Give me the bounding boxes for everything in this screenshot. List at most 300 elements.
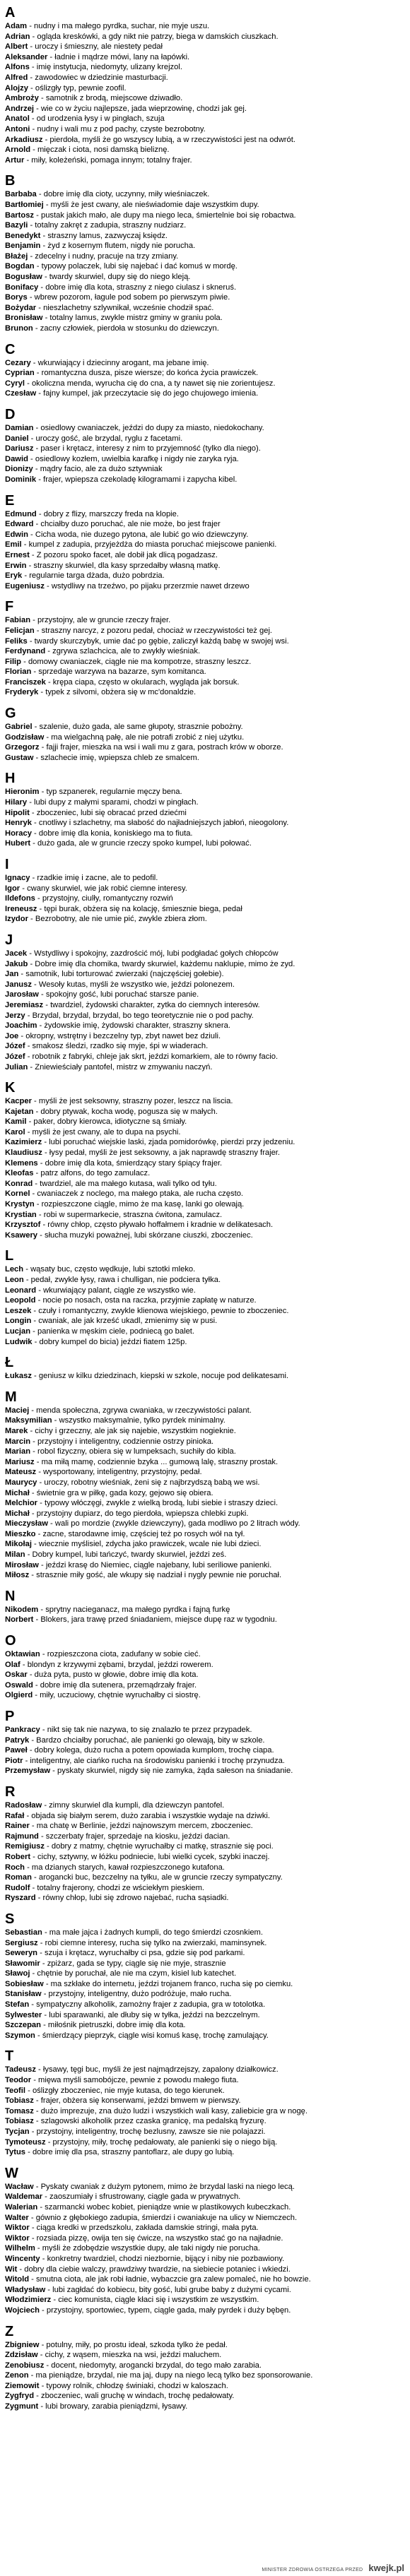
- name-entry-list: [5, 1725, 404, 1776]
- name-entry: [5, 1690, 404, 1701]
- entry-description: - mięczak i ciota, nosi damską bieliznę.: [30, 146, 170, 155]
- name-entry: [5, 155, 404, 166]
- name-entry: [5, 1539, 404, 1550]
- name-entry: [5, 2223, 404, 2233]
- entry-description: - ogląda kreskówki, a gdy nikt nie patrzy, biega w damskich ciuszkach.: [30, 32, 279, 41]
- entry-description: - wiecznie myślisiel, zdycha jako prawiczek, wcale nie lubi dzieci.: [31, 1540, 262, 1549]
- name-entry: [5, 1286, 404, 1296]
- entry-name: Melchior: [5, 1499, 38, 1508]
- entry-description: - równy chłop, często pływało hoffałmem i kradnie w delikatesach.: [40, 1221, 274, 1230]
- entry-description: - okropny, wstrętny i bezczelny typ, zbyt nawet bez dziuli.: [18, 1031, 221, 1040]
- name-entry: [5, 1928, 404, 1938]
- name-entry: [5, 2182, 404, 2192]
- name-entry: [5, 2233, 404, 2244]
- entry-description: - twardy skurczybyk, umie dać po gębie, zaliczył każdą babę w swojej wsi.: [27, 636, 289, 646]
- name-entry: [5, 1371, 404, 1382]
- entry-name: Oskar: [5, 1670, 28, 1680]
- entry-name: Kacper: [5, 1097, 32, 1106]
- entry-description: - nudny i ma małego pyrdka, suchar, nie myje uszu.: [27, 22, 210, 30]
- entry-description: - zboczeniec, wali gruchę w windach, trochę pedałowaty.: [34, 2392, 235, 2401]
- name-entry: [5, 73, 404, 83]
- entry-name: Gustaw: [5, 753, 34, 762]
- entry-description: - Wstydliwy i spokojny, zazdrościć mój, lubi podgładać gołych chłopców: [27, 949, 279, 958]
- entry-name: Bogdan: [5, 262, 35, 271]
- name-entry: [5, 550, 404, 561]
- name-entry: [5, 2116, 404, 2127]
- name-entry: [5, 969, 404, 980]
- entry-description: - wbrew pozorom, łagule pod sobem po pierwszym piwie.: [27, 293, 230, 302]
- name-entry: [5, 2096, 404, 2106]
- entry-description: - uroczy i śmieszny, ale niestety pedał: [28, 42, 163, 52]
- name-entry: [5, 1021, 404, 1031]
- name-entry-list: [5, 21, 404, 165]
- entry-name: Sławomir: [5, 1959, 40, 1968]
- entry-description: - straszny narcyz, z pozoru pedał, chociaż w rzeczywistości też gej.: [34, 626, 273, 635]
- entry-name: Teodor: [5, 2076, 32, 2085]
- entry-description: - sprzedaje warzywa na bazarze, sym komitanca.: [31, 667, 206, 677]
- entry-description: - nieszlachetny szlywnikał, wcześnie chodził spać.: [36, 303, 214, 312]
- entry-description: - potulny, miły, po prostu ideał, szkoda tylko że pedał.: [39, 2340, 228, 2349]
- name-entry: [5, 2213, 404, 2224]
- name-entry: [5, 1680, 404, 1691]
- section-letter-heading: I: [5, 857, 9, 872]
- entry-description: - ma miłą mamę, codziennie bzyka ... gumową lalę, straszny prostak.: [34, 1457, 279, 1466]
- entry-description: - docent, niedomyty, arogancki brzydal, do tego mało zarabia.: [44, 2361, 262, 2370]
- footer-note: MINISTER ZDROWIA OSTRZEGA PRZED: [262, 2568, 363, 2572]
- entry-description: - totalny frajerony, chodzi ze wściekłym pieskiem.: [30, 1883, 205, 1892]
- name-entry: [5, 1295, 404, 1306]
- name-entry: [5, 1821, 404, 1832]
- name-entry: [5, 980, 404, 990]
- entry-description: - nocie po nosach, osta na raczka, przyjmie zapłatę w naturze.: [35, 1296, 257, 1305]
- entry-name: Janusz: [5, 980, 32, 989]
- entry-name: Ludwik: [5, 1337, 33, 1346]
- name-entry: [5, 1550, 404, 1560]
- entry-name: Hubert: [5, 839, 31, 848]
- entry-description: - dobre imię dla psa, straszny pantoflarz, ale dupy go lubią.: [25, 2148, 235, 2157]
- entry-name: Eugeniusz: [5, 581, 45, 590]
- entry-description: - domowy cwaniaczek, ciągle nie ma kompotrze, straszny leszcz.: [21, 657, 252, 666]
- entry-name: Szymon: [5, 2031, 35, 2040]
- entry-description: - ładnie i mądrze mówi, lany na łapówki.: [47, 52, 190, 61]
- name-entry: [5, 646, 404, 657]
- name-entry: [5, 1264, 404, 1275]
- entry-description: - miłośnik pietruszki, dobre imię dla kota.: [40, 2021, 186, 2030]
- entry-description: - nudny i wali mu z pod pachy, czyste bezrobotny.: [30, 124, 206, 133]
- entry-description: - robol fizyczny, obiera się w lumpeksach, suchiły do kibla.: [30, 1447, 236, 1456]
- name-entry: [5, 2274, 404, 2285]
- name-entry: [5, 261, 404, 272]
- name-entry: [5, 1107, 404, 1117]
- name-entry-list: [5, 2065, 404, 2157]
- entry-description: - od urodzenia łysy i w pingłach, szuja: [29, 114, 165, 124]
- name-entry: [5, 251, 404, 262]
- name-entry: [5, 1509, 404, 1519]
- entry-description: - rozpieszczone ciągle, mimo że ma kasę, lanki go olewają.: [34, 1200, 245, 1209]
- section-letter-heading: E: [5, 492, 15, 509]
- entry-name: Konrad: [5, 1179, 33, 1188]
- section-letter-heading: R: [5, 1783, 16, 1800]
- name-entry: [5, 324, 404, 334]
- entry-description: - świetnie gra w piłkę, gada kozy, gejowo się obiera.: [29, 1488, 213, 1497]
- name-entry: [5, 1756, 404, 1767]
- entry-description: - zboczeniec, lubi się obracać przed dziećmi: [29, 808, 187, 817]
- name-entry: [5, 2295, 404, 2305]
- name-entry: [5, 2381, 404, 2392]
- entry-name: Olaf: [5, 1660, 20, 1669]
- name-entry: [5, 2370, 404, 2381]
- section-letter-heading: Z: [5, 2323, 14, 2339]
- entry-description: - dobre imię dla kota, śmierdzący stary śpiący frajer.: [37, 1158, 223, 1168]
- entry-name: Brunon: [5, 324, 33, 333]
- name-entry: [5, 818, 404, 829]
- name-entry: [5, 2020, 404, 2031]
- name-entry-list: [5, 358, 404, 399]
- entry-description: - imię instytucja, niedomyty, ulizany krejzol.: [29, 63, 182, 72]
- entry-description: - Dobry kumpel, lubi tańczyć, twardy skurwiel, jeździ ześ.: [25, 1550, 227, 1560]
- name-entry: [5, 1168, 404, 1179]
- name-entry: [5, 1179, 404, 1189]
- entry-description: - robi ciemne interesy, rucha się tylko na zwierzaki, maminsynek.: [37, 1938, 267, 1947]
- entry-name: Alfons: [5, 63, 30, 72]
- entry-name: Błażej: [5, 251, 28, 261]
- entry-name: Mariusz: [5, 1457, 35, 1466]
- entry-description: - smutna ciota, ale jak robi ładnie, wybaczcie gra zalew pomaleć, nie ho bowzie.: [29, 2275, 311, 2284]
- entry-name: Roman: [5, 1873, 32, 1882]
- entry-description: - zaoszumiały i sfrustrowany, ciągle gada w prywatnych.: [42, 2192, 241, 2202]
- entry-name: Franciszek: [5, 677, 46, 687]
- entry-description: - szlachecie imię, wpiepsza chleb ze smalcem.: [33, 753, 199, 762]
- name-entry: [5, 1189, 404, 1199]
- entry-name: Rainer: [5, 1822, 30, 1831]
- entry-name: Mikołaj: [5, 1540, 32, 1549]
- entry-name: Michał: [5, 1488, 30, 1497]
- name-entry: [5, 1498, 404, 1509]
- name-entry: [5, 873, 404, 884]
- name-entry: [5, 838, 404, 849]
- entry-description: - wie co w życiu najlepsze, jada wieprzowinę, chodzi jak gej.: [34, 104, 247, 113]
- entry-description: - śmierdzący pieprzyk, ciągle wisi komuś kasę, trochę zamulający.: [35, 2031, 269, 2040]
- entry-description: - miły, koleżeński, pomaga innym; totalny frajer.: [24, 155, 192, 165]
- name-entry: [5, 358, 404, 369]
- name-entry: [5, 2075, 404, 2086]
- name-entry: [5, 124, 404, 135]
- section-letter-heading: Ł: [5, 1355, 14, 1371]
- name-entry: [5, 1811, 404, 1822]
- entry-name: Leszek: [5, 1306, 32, 1315]
- name-entry: [5, 530, 404, 540]
- entry-name: Mirosław: [5, 1560, 39, 1569]
- entry-description: - Zniewieściały pantofel, mistrz w zmywaniu naczyń.: [28, 1062, 213, 1072]
- entry-description: - dobry kumpel do bicia) jeździ fiatem 125p.: [32, 1337, 187, 1346]
- name-entry: [5, 210, 404, 221]
- entry-name: Horacy: [5, 829, 32, 838]
- entry-description: - pustak jakich mało, ale dupy ma niego leca, śmiertelnie boi się robactwa.: [34, 210, 296, 220]
- entry-name: Ryszard: [5, 1894, 36, 1903]
- entry-name: Michał: [5, 1509, 30, 1518]
- name-entry: [5, 1052, 404, 1062]
- name-entry: [5, 220, 404, 231]
- entry-description: - zacne, starodawne imię, częściej też po rosych wół na tył.: [35, 1529, 245, 1538]
- entry-name: Cyprian: [5, 369, 35, 378]
- entry-name: Teofil: [5, 2086, 26, 2095]
- entry-description: - objada się białym serem, dużo zarabia i wszystkie wydaje na dziwki.: [24, 1811, 270, 1820]
- entry-description: - jeździ krasę do Niemiec, ciągle najebany, lubi seriliowe panienki.: [38, 1560, 272, 1569]
- entry-description: - paker, dobry kierowca, idiotyczne są śmiały.: [26, 1117, 187, 1127]
- name-entry: [5, 1158, 404, 1169]
- name-entry: [5, 959, 404, 970]
- name-entry: [5, 1011, 404, 1021]
- name-entry: [5, 1969, 404, 1979]
- entry-description: - zacny człowiek, pierdoła w stosunku do dziewczyn.: [33, 324, 219, 333]
- entry-description: - Pyskaty cwaniak z dużym pytonem, mimo że brzydal laski na niego lecą.: [33, 2182, 295, 2191]
- section-letter-heading: B: [5, 173, 16, 189]
- name-entry: [5, 1979, 404, 1990]
- name-entry: [5, 2106, 404, 2117]
- entry-name: Sergiusz: [5, 1938, 38, 1947]
- entry-description: - typ szpanerek, regularnie męczy bena.: [39, 788, 182, 797]
- name-entry: [5, 21, 404, 32]
- entry-name: Anatol: [5, 114, 30, 124]
- section-letter-heading: C: [5, 341, 16, 357]
- entry-name: Grzegorz: [5, 743, 40, 752]
- entry-name: Alfred: [5, 73, 28, 82]
- name-entry: [5, 1426, 404, 1437]
- name-entry: [5, 1041, 404, 1052]
- entry-description: - równy chłop, lubi się zdrowo najebać, rucha sąsiadki.: [35, 1894, 229, 1903]
- entry-description: - samotnik, lubi torturować zwierzaki (najczęściej gołebie).: [18, 970, 224, 979]
- name-entry: [5, 303, 404, 314]
- entry-description: - mądry facio, ale za dużo sztywniak: [33, 465, 163, 474]
- entry-description: - ma szkłake do internetu, jeździ trojanem franco, rucha się po ciemku.: [43, 1979, 293, 1988]
- entry-name: Lucjan: [5, 1326, 31, 1336]
- entry-name: Kornel: [5, 1189, 30, 1199]
- name-entry: [5, 1306, 404, 1317]
- name-entry: [5, 1275, 404, 1286]
- entry-description: - romantyczna dusza, pisze wiersze; do końca życia prawiczek.: [34, 369, 259, 378]
- name-entry: [5, 1989, 404, 2000]
- entry-name: Jerzy: [5, 1011, 25, 1020]
- name-entry: [5, 1832, 404, 1842]
- entry-description: - cwaniak, ale jak krześć ukadl, zmienimy się w pusi.: [31, 1317, 218, 1326]
- entry-name: Wacław: [5, 2182, 34, 2191]
- name-entry: [5, 808, 404, 819]
- section-letter-heading: T: [5, 2048, 14, 2065]
- name-entry-list: [5, 1264, 404, 1347]
- entry-description: - dobre imię dla sutenera, przemądrzały frajer.: [33, 1680, 197, 1690]
- entry-name: Kamil: [5, 1117, 27, 1127]
- name-entry: [5, 1000, 404, 1011]
- entry-description: - myśli że jest seksowny, straszny pozer, leszcz na liscia.: [31, 1097, 233, 1106]
- section-letter-heading: M: [5, 1389, 17, 1405]
- entry-name: Krystian: [5, 1210, 37, 1219]
- section-letter-heading: J: [5, 932, 13, 948]
- entry-description: - wkurwiający i dziecinny arogant, ma jebane imię.: [30, 358, 209, 367]
- entry-description: - łysy pedał, myśli że jest seksowny, a jak naprawdę straszny frajer.: [42, 1148, 281, 1158]
- name-entry: [5, 540, 404, 550]
- entry-name: Benedykt: [5, 231, 41, 240]
- entry-description: - okoliczna menda, wyrucha cię do cna, a ty nawet się nie zorientujesz.: [25, 379, 276, 388]
- entry-description: - Brzydal, brzydal, brzydal, bo tego teoretycznie nie o pod pachy.: [25, 1011, 254, 1020]
- entry-name: Waldemar: [5, 2192, 43, 2202]
- entry-description: - szuja i krętacz, wyruchałby ci psa, gdzie się pod parkami.: [37, 1949, 245, 1958]
- name-entry: [5, 581, 404, 592]
- entry-description: - panienka w męskim ciele, podniecą go balet.: [30, 1326, 195, 1336]
- entry-name: Bonifacy: [5, 283, 39, 292]
- entry-name: Gabriel: [5, 723, 33, 732]
- entry-name: Mieszko: [5, 1529, 36, 1538]
- name-entry: [5, 990, 404, 1000]
- name-entry: [5, 1488, 404, 1499]
- name-entry: [5, 894, 404, 904]
- entry-description: - regularnie targa dżada, dużo pobrdzia.: [22, 571, 165, 581]
- name-entry: [5, 2361, 404, 2371]
- entry-description: - osiedlowy cwaniaczek, jeździ do dupy za miasto, niedokochany.: [33, 424, 264, 432]
- name-entry: [5, 2147, 404, 2158]
- entry-description: - oślizgły zboczeniec, nie myje kutasa, do tego kierunek.: [25, 2086, 225, 2095]
- name-entry: [5, 797, 404, 808]
- entry-description: - dobry ptywak, kocha wodę, pogusza się w małych.: [33, 1107, 218, 1116]
- entry-name: Klaudiusz: [5, 1148, 42, 1158]
- name-entry-list: [5, 1928, 404, 2041]
- name-entry: [5, 1863, 404, 1873]
- entry-name: Benjamin: [5, 242, 41, 251]
- entry-description: - szlagowski alkoholik przez czaska granicę, ma pedalską fryzurę.: [33, 2117, 266, 2126]
- entry-name: Felicjan: [5, 626, 35, 635]
- entry-description: - pyskaty skurwiel, nigdy się nie zamyka, żąda sałeson na śniadanie.: [50, 1767, 293, 1776]
- name-entry: [5, 464, 404, 475]
- name-entry: [5, 1649, 404, 1660]
- name-entry: [5, 1735, 404, 1746]
- entry-description: - smakosz śledzi, rzadko się myje, śpi w wiaderach.: [25, 1042, 209, 1051]
- entry-description: - chciałby duzo poruchać, ale nie może, bo jest frajer: [33, 520, 221, 529]
- name-entry: [5, 1220, 404, 1230]
- entry-description: - samotnik z brodą, miejscowe dziwadło.: [38, 94, 183, 103]
- entry-description: - gównio z głębokiego zadupia, śmierdzi i cwaniakuje na ulicy w Niemczech.: [28, 2213, 298, 2222]
- name-entry: [5, 1938, 404, 1949]
- entry-name: Wiktor: [5, 2224, 30, 2233]
- entry-name: Zdzisław: [5, 2351, 38, 2360]
- entry-name: Edmund: [5, 509, 37, 518]
- entry-name: Kazimierz: [5, 1138, 42, 1147]
- entry-description: - lubi poruchać wiejskie laski, zjada pomidorówkę, pierdzi przy jedzeniu.: [42, 1138, 295, 1147]
- entry-name: Daniel: [5, 434, 29, 443]
- entry-name: Lech: [5, 1265, 24, 1274]
- name-entry: [5, 626, 404, 636]
- entry-description: - Dobre imię dla chomika, twardy skurwiel, każdemu naklupie, mimo że zyd.: [28, 959, 295, 968]
- name-entry: [5, 2265, 404, 2275]
- entry-description: - fajny kumpel, jak przeczytacie się do jego chujowego imienia.: [36, 389, 259, 398]
- entry-name: Klemens: [5, 1158, 38, 1168]
- name-entry: [5, 787, 404, 797]
- name-entry: [5, 2391, 404, 2402]
- entry-name: Bazyli: [5, 221, 28, 230]
- entry-description: - straszny skurwiel, dla kasy sprzedałby własną matkę.: [26, 561, 221, 570]
- name-entry: [5, 884, 404, 894]
- entry-name: Joe: [5, 1031, 19, 1040]
- name-entry-list: [5, 873, 404, 925]
- entry-description: - blondyn z krzywymi zębami, brzydal, jeździ rowerem.: [20, 1660, 213, 1669]
- entry-description: - Cicha woda, nie duzego pytona, ale lubić go wio dziewczyny.: [28, 530, 249, 539]
- entry-name: Józef: [5, 1052, 25, 1061]
- name-entry-list: [5, 509, 404, 592]
- entry-name: Rafał: [5, 1811, 25, 1820]
- name-entry: [5, 1062, 404, 1073]
- entry-name: Seweryn: [5, 1949, 38, 1958]
- name-entry: [5, 509, 404, 520]
- name-entry: [5, 914, 404, 925]
- name-entry-list: [5, 615, 404, 698]
- entry-description: - przystojny i inteligentny, codziennie ostrzy pinioka.: [30, 1437, 214, 1446]
- entry-description: - myśli że jest cwany, ale to dupa na psychi.: [25, 1127, 181, 1136]
- entry-name: Longin: [5, 1317, 32, 1326]
- name-entry: [5, 722, 404, 732]
- entry-name: Ziemowit: [5, 2381, 40, 2390]
- section-letter-heading: W: [5, 2165, 18, 2181]
- name-entry: [5, 1529, 404, 1540]
- entry-name: Pankracy: [5, 1726, 40, 1734]
- entry-description: - typowy polaczek, lubi się najebać i dać komuś w mordę.: [34, 262, 238, 271]
- entry-name: Damian: [5, 424, 34, 432]
- entry-name: Dionizy: [5, 465, 33, 474]
- entry-name: Milan: [5, 1550, 25, 1560]
- entry-name: Tymoteusz: [5, 2137, 46, 2147]
- section-letter-heading: K: [5, 1080, 16, 1096]
- entry-description: - dużo gada, ale w gruncie rzeczy spoko kumpel, lubi połować.: [30, 839, 252, 848]
- entry-name: Jacek: [5, 949, 28, 958]
- entry-description: - żyd z kosernym flutem, nigdy nie porucha.: [40, 242, 196, 251]
- entry-description: - totalny zakręt z zadupia, straszny nudziarz.: [28, 221, 187, 230]
- name-entry: [5, 2243, 404, 2254]
- name-entry: [5, 829, 404, 839]
- entry-description: - mięwa myśli samobójcze, pewnie z powodu małego fiuta.: [31, 2076, 239, 2085]
- entry-name: Andrzej: [5, 104, 35, 113]
- entry-description: - arogancki buc, bezczelny na tyłku, ale w gruncie rzeczy sympatyczny.: [31, 1873, 283, 1882]
- entry-description: - ciąga kredki w przedszkolu, zakłada damskie stringi, mała pyta.: [29, 2224, 259, 2233]
- entry-description: - cwany skurwiel, wie jak robić ciemne interesy.: [20, 884, 187, 893]
- name-entry: [5, 2285, 404, 2296]
- entry-description: - sympatyczny alkoholik, zamożny frajer z zadupia, gra w totolotka.: [29, 2000, 266, 2010]
- name-entry-list: [5, 787, 404, 849]
- entry-description: - dobry kolega, dużo rucha a potem opowiada kumplom, trochę ciapa.: [27, 1746, 274, 1755]
- entry-name: Ireneusz: [5, 904, 37, 913]
- entry-name: Olgierd: [5, 1691, 33, 1700]
- name-entry-list: [5, 1649, 404, 1701]
- entry-description: - łysawy, tęgi buc, myśli że jest najmądrzejszy, zapalony działkowicz.: [35, 2065, 279, 2075]
- entry-description: - przystojny, sportowiec, typem, ciągle gada, mały pyrdek i duży bębęn.: [39, 2305, 291, 2315]
- entry-description: - robotnik z fabryki, chleje jak skrt, jeździ komarkiem, ale to równy facio.: [25, 1052, 279, 1061]
- name-entry: [5, 636, 404, 647]
- entry-description: - zpiżarz, gada se typy, ciągle się nie myje, strasznie: [40, 1959, 226, 1968]
- entry-name: Mateusz: [5, 1468, 37, 1477]
- entry-description: - totalny lamus, zwykle mistrz gminy w graniu pola.: [42, 314, 223, 323]
- entry-name: Radosław: [5, 1800, 42, 1810]
- entry-description: - przystojny dupiarz, do tego pierdoła, wpiepsza chlebki zupki.: [29, 1509, 249, 1518]
- entry-name: Sławoj: [5, 1969, 30, 1978]
- section-letter-heading: A: [5, 5, 16, 20]
- name-entry: [5, 677, 404, 688]
- entry-description: - frajer, wpiepsza czekoladę kilogramami i zapycha kibel.: [36, 475, 238, 484]
- entry-name: Marian: [5, 1447, 31, 1456]
- name-entry: [5, 949, 404, 959]
- name-entry: [5, 2402, 404, 2412]
- entry-name: Maciej: [5, 1406, 30, 1415]
- entry-name: Karol: [5, 1127, 25, 1136]
- entry-name: Wit: [5, 2265, 18, 2274]
- name-entry: [5, 561, 404, 571]
- name-entry: [5, 1210, 404, 1221]
- name-entry: [5, 2086, 404, 2096]
